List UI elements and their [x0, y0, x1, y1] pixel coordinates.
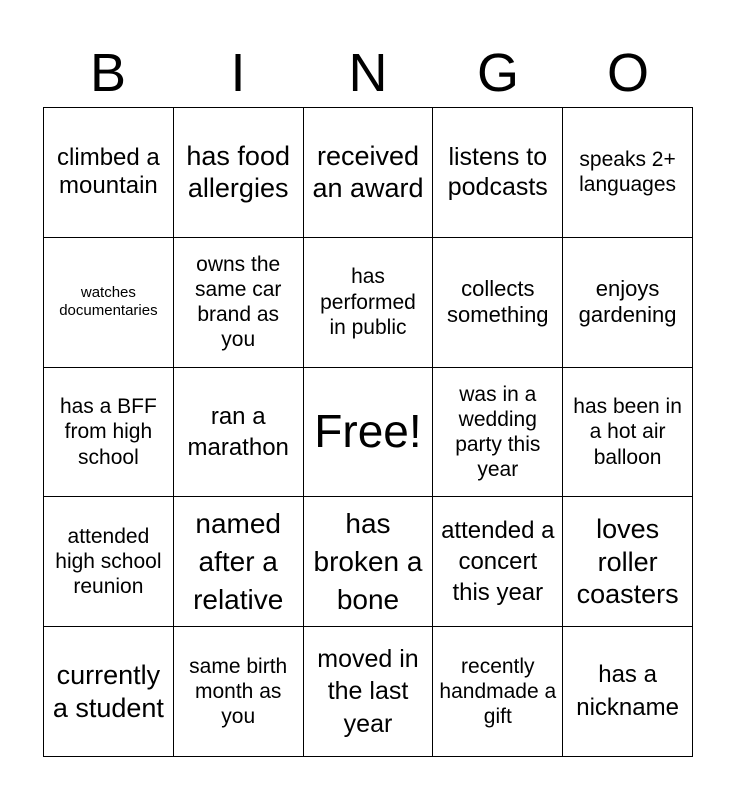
bingo-cell[interactable] [174, 497, 304, 627]
cell-text: named after a relative [193, 508, 284, 615]
cell-text: has broken a bone [313, 508, 423, 615]
bingo-cell[interactable] [433, 497, 563, 627]
bingo-cell[interactable] [174, 108, 304, 238]
bingo-cell[interactable] [563, 627, 693, 757]
cell-text: has a nickname [576, 661, 679, 721]
header-letter-i: I [230, 43, 246, 103]
cell-text: attended high school reunion [55, 525, 162, 599]
cell-text: listens to podcasts [447, 143, 548, 202]
cell-text: ran a marathon [187, 402, 289, 461]
cell-text: moved in the last year [317, 644, 419, 738]
free-space-label: Free! [314, 405, 422, 458]
bingo-cell[interactable] [44, 108, 174, 238]
bingo-cell[interactable] [174, 238, 304, 368]
bingo-cell[interactable] [433, 368, 563, 498]
bingo-cell[interactable] [304, 497, 434, 627]
cell-text: was in a wedding party this year [455, 382, 541, 482]
cell-text: currently a student [52, 660, 164, 723]
cell-text: received an award [312, 141, 424, 204]
header-letter-b: B [89, 43, 127, 103]
cell-text: has food allergies [186, 141, 290, 204]
cell-text: has performed in public [320, 265, 416, 339]
bingo-cell[interactable] [304, 108, 434, 238]
bingo-cell[interactable] [304, 627, 434, 757]
bingo-cell[interactable] [304, 238, 434, 368]
bingo-cell[interactable] [563, 238, 693, 368]
bingo-board [43, 107, 693, 757]
bingo-cell[interactable] [174, 368, 304, 498]
cell-text: has a BFF from high school [59, 395, 157, 469]
bingo-cell[interactable] [174, 627, 304, 757]
bingo-cell[interactable] [44, 368, 174, 498]
cell-text: attended a concert this year [441, 517, 555, 607]
bingo-cell[interactable] [563, 497, 693, 627]
free-cell[interactable] [304, 368, 434, 498]
cell-text: owns the same car brand as you [195, 252, 282, 352]
cell-text: speaks 2+ languages [579, 148, 677, 197]
cell-text: recently handmade a gift [439, 654, 557, 729]
header-letter-n: N [348, 43, 388, 103]
header-letter-o: O [606, 43, 649, 103]
bingo-cell[interactable] [433, 108, 563, 238]
cell-text: climbed a mountain [57, 143, 160, 200]
bingo-cell[interactable] [563, 368, 693, 498]
cell-text: enjoys gardening [578, 275, 677, 328]
bingo-header [43, 40, 693, 106]
bingo-cell[interactable] [433, 238, 563, 368]
bingo-cell[interactable] [44, 497, 174, 627]
cell-text: has been in a hot air balloon [573, 395, 682, 469]
cell-text: collects something [447, 275, 549, 328]
cell-text: same birth month as you [189, 654, 288, 729]
cell-text: watches documentaries [59, 284, 158, 320]
cell-text: loves roller coasters [576, 514, 679, 609]
bingo-cell[interactable] [433, 627, 563, 757]
bingo-cell[interactable] [44, 627, 174, 757]
bingo-cell[interactable] [44, 238, 174, 368]
bingo-cell[interactable] [563, 108, 693, 238]
header-letter-g: G [476, 43, 519, 103]
